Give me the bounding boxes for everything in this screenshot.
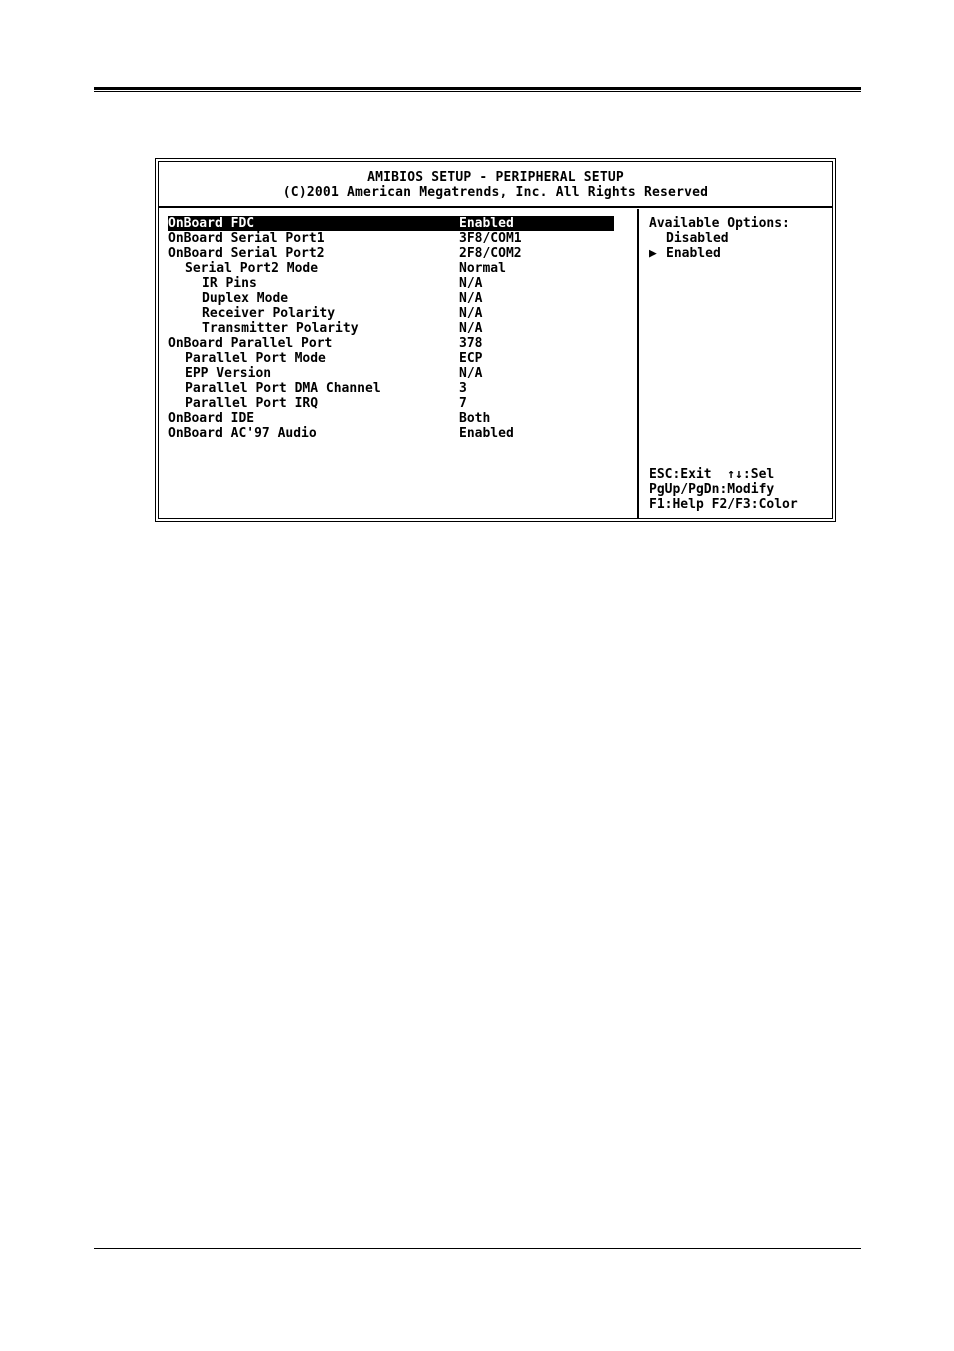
- setting-row[interactable]: [168, 216, 614, 231]
- page-top-rule: [94, 87, 861, 92]
- setting-value[interactable]: N/A: [459, 366, 483, 381]
- setting-row[interactable]: [168, 381, 619, 396]
- setting-value[interactable]: ECP: [459, 351, 483, 366]
- bios-copyright: (C)2001 American Megatrends, Inc. All Rights Reserved: [282, 185, 709, 200]
- setting-row[interactable]: [168, 276, 619, 291]
- setting-row[interactable]: [168, 261, 619, 276]
- bios-frame: [158, 161, 833, 519]
- setting-row[interactable]: [168, 396, 619, 411]
- setting-row[interactable]: [168, 351, 619, 366]
- key-legend: [649, 467, 798, 512]
- setting-row[interactable]: [168, 306, 619, 321]
- setting-label: OnBoard Serial Port2: [168, 246, 325, 261]
- setting-label: Parallel Port Mode: [185, 351, 326, 366]
- setting-value[interactable]: Enabled: [459, 216, 514, 231]
- setting-row[interactable]: [168, 291, 619, 306]
- pointer-arrow-icon: ▶: [649, 246, 657, 261]
- option-label: Disabled: [666, 231, 729, 246]
- setting-label: Receiver Polarity: [202, 306, 336, 321]
- setting-value[interactable]: 3: [459, 381, 467, 396]
- available-options-title: Available Options:: [649, 216, 790, 231]
- setting-value[interactable]: 3F8/COM1: [459, 231, 522, 246]
- setting-label: Parallel Port IRQ: [185, 396, 319, 411]
- option-label: Enabled: [666, 246, 721, 261]
- setting-row[interactable]: [168, 321, 619, 336]
- setting-value[interactable]: 7: [459, 396, 467, 411]
- setting-label: OnBoard Serial Port1: [168, 231, 325, 246]
- setting-value[interactable]: Both: [459, 411, 491, 426]
- setting-label: IR Pins: [202, 276, 257, 291]
- setting-label: OnBoard FDC: [168, 216, 255, 231]
- setting-label: Transmitter Polarity: [202, 321, 359, 336]
- setting-label: OnBoard IDE: [168, 411, 255, 426]
- setting-label: Duplex Mode: [202, 291, 289, 306]
- setting-value[interactable]: N/A: [459, 306, 483, 321]
- setting-value[interactable]: Normal: [459, 261, 506, 276]
- setting-row[interactable]: [168, 366, 619, 381]
- bios-setup-window: [155, 158, 836, 522]
- setting-value[interactable]: N/A: [459, 321, 483, 336]
- setting-value[interactable]: 2F8/COM2: [459, 246, 522, 261]
- setting-label: Serial Port2 Mode: [185, 261, 319, 276]
- help-panel: [649, 216, 826, 512]
- setting-row[interactable]: [168, 231, 619, 246]
- key-hint: F1:Help F2/F3:Color: [649, 497, 798, 512]
- panel-divider: [637, 209, 639, 518]
- setting-label: OnBoard AC'97 Audio: [168, 426, 317, 441]
- option-item[interactable]: [649, 231, 826, 246]
- bios-title: AMIBIOS SETUP - PERIPHERAL SETUP: [367, 170, 624, 185]
- setting-value[interactable]: N/A: [459, 276, 483, 291]
- setting-row[interactable]: [168, 426, 619, 441]
- setting-label: OnBoard Parallel Port: [168, 336, 333, 351]
- setting-row[interactable]: [168, 246, 619, 261]
- setting-row[interactable]: [168, 336, 619, 351]
- setting-label: Parallel Port DMA Channel: [185, 381, 381, 396]
- setting-row[interactable]: [168, 411, 619, 426]
- settings-list: [168, 216, 619, 441]
- bios-header: [159, 162, 832, 208]
- setting-value[interactable]: Enabled: [459, 426, 514, 441]
- setting-label: EPP Version: [185, 366, 272, 381]
- page-bottom-rule: [94, 1248, 861, 1249]
- key-hint: PgUp/PgDn:Modify: [649, 482, 775, 497]
- setting-value[interactable]: 378: [459, 336, 483, 351]
- key-hint: ESC:Exit ↑↓:Sel: [649, 467, 775, 482]
- setting-value[interactable]: N/A: [459, 291, 483, 306]
- options-list: [649, 231, 826, 261]
- option-item[interactable]: [649, 246, 826, 261]
